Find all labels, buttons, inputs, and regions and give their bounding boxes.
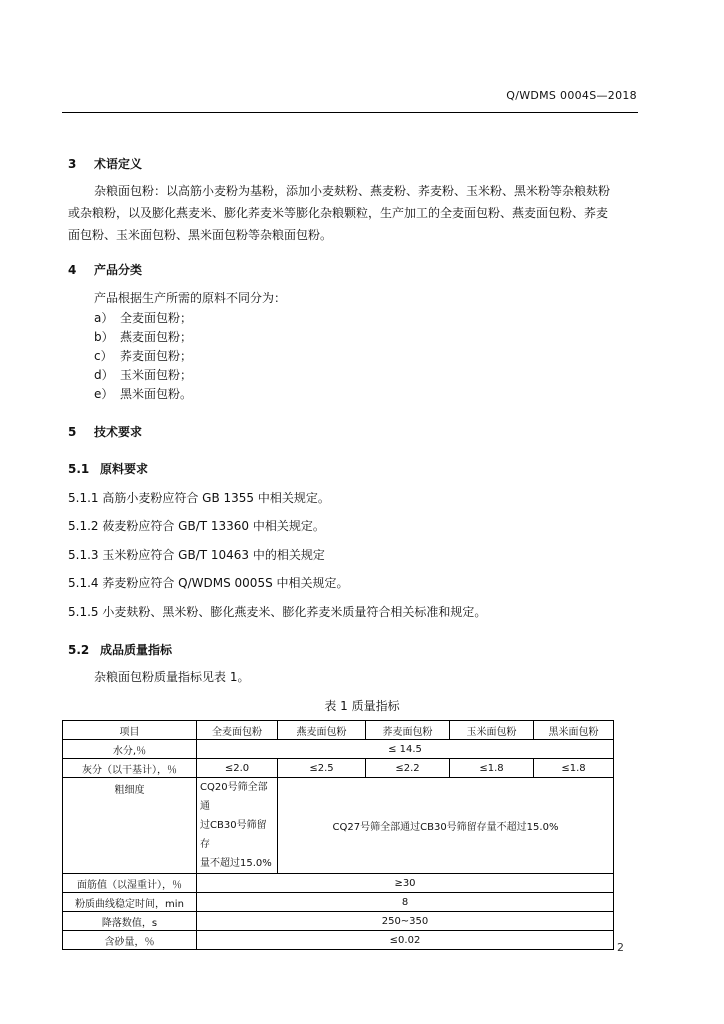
table-cell: CQ27号筛全部通过CB30号筛留存量不超过15.0% — [278, 778, 614, 874]
definition-line-3: 面包粉、玉米面包粉、黑米面包粉等杂粮面包粉。 — [68, 228, 333, 242]
table-cell: ≥30 — [197, 874, 614, 893]
list-item — [94, 309, 192, 326]
list-text: 玉米面包粉； — [120, 368, 193, 382]
cell-line: 过CB30号筛留存 — [200, 820, 267, 850]
clause-5-1-2: 5.1.2 莜麦粉应符合 GB/T 13360 中相关规定。 — [68, 519, 325, 533]
table-row — [63, 931, 614, 950]
table-row — [63, 874, 614, 893]
table-cell — [197, 778, 278, 874]
section-5-2-heading — [68, 641, 172, 658]
list-marker: d） — [94, 368, 114, 382]
list-item — [94, 366, 192, 383]
definition-line-2: 或杂粮粉，以及膨化燕麦米、膨化荞麦米等膨化杂粮颗粒，生产加工的全麦面包粉、燕麦面包粉、荞麦 — [68, 206, 609, 220]
list-text: 全麦面包粉； — [120, 311, 193, 325]
definition-line-1: 杂粮面包粉：以高筋小麦粉为基粉，添加小麦麸粉、燕麦粉、荞麦粉、玉米粉、黑米粉等杂粮麸粉 — [94, 184, 611, 198]
section-4-heading — [68, 261, 142, 278]
section-number: 5.1 — [68, 462, 90, 476]
row-label: 降落数值，s — [63, 912, 197, 931]
table-row — [63, 778, 614, 874]
clause-5-1-4: 5.1.4 荞麦粉应符合 Q/WDMS 0005S 中相关规定。 — [68, 576, 349, 590]
table-row — [63, 740, 614, 759]
table-header: 黑米面包粉 — [534, 721, 614, 740]
table-header: 玉米面包粉 — [450, 721, 534, 740]
row-label: 含砂量，％ — [63, 931, 197, 950]
list-marker: e） — [94, 387, 114, 401]
table-row — [63, 759, 614, 778]
cell-line: 量不超过15.0% — [200, 858, 272, 869]
row-label: 灰分（以干基计），％ — [63, 759, 197, 778]
list-marker: c） — [94, 349, 113, 363]
section-5-heading — [68, 423, 142, 440]
section-title: 术语定义 — [94, 157, 143, 171]
classification-intro: 产品根据生产所需的原料不同分为： — [94, 291, 287, 305]
table-header: 燕麦面包粉 — [278, 721, 366, 740]
section-title: 成品质量指标 — [100, 643, 173, 657]
table-reference: 杂粮面包粉质量指标见表 1。 — [94, 670, 250, 684]
table-cell: ≤0.02 — [197, 931, 614, 950]
cell-line: CQ20号筛全部通 — [200, 782, 268, 812]
table-cell: ≤2.0 — [197, 759, 278, 778]
header-rule — [62, 112, 638, 113]
table-header: 项目 — [63, 721, 197, 740]
list-text: 燕麦面包粉； — [120, 330, 193, 344]
page-number: 2 — [617, 941, 624, 954]
section-number: 3 — [68, 157, 77, 171]
clause-5-1-5: 5.1.5 小麦麸粉、黑米粉、膨化燕麦米、膨化荞麦米质量符合相关标准和规定。 — [68, 605, 487, 619]
list-text: 荞麦面包粉； — [120, 349, 193, 363]
table-cell: ≤1.8 — [450, 759, 534, 778]
table-header-row — [63, 721, 614, 740]
list-marker: b） — [94, 330, 114, 344]
section-5-1-heading — [68, 460, 148, 477]
list-marker: a） — [94, 311, 114, 325]
clause-5-1-1: 5.1.1 高筋小麦粉应符合 GB 1355 中相关规定。 — [68, 491, 330, 505]
section-number: 5 — [68, 425, 77, 439]
table-cell: ≤1.8 — [534, 759, 614, 778]
table-row — [63, 893, 614, 912]
list-text: 黑米面包粉。 — [120, 387, 193, 401]
section-number: 4 — [68, 263, 77, 277]
table-cell: ≤ 14.5 — [197, 740, 614, 759]
table-header: 全麦面包粉 — [197, 721, 278, 740]
list-item — [94, 328, 192, 345]
row-label: 面筋值（以湿重计），％ — [63, 874, 197, 893]
row-label: 水分,％ — [63, 740, 197, 759]
section-number: 5.2 — [68, 643, 90, 657]
section-title: 技术要求 — [94, 425, 143, 439]
list-item — [94, 347, 192, 364]
table-caption: 表 1 质量指标 — [324, 699, 400, 713]
quality-table — [62, 720, 614, 950]
section-title: 产品分类 — [94, 263, 143, 277]
clause-5-1-3: 5.1.3 玉米粉应符合 GB/T 10463 中的相关规定 — [68, 548, 325, 562]
document-code: Q/WDMS 0004S—2018 — [506, 89, 637, 102]
section-title: 原料要求 — [100, 462, 149, 476]
table-row — [63, 912, 614, 931]
row-label: 粉质曲线稳定时间，min — [63, 893, 197, 912]
table-header: 荞麦面包粉 — [366, 721, 450, 740]
row-label: 粗细度 — [63, 778, 197, 874]
table-cell: 250~350 — [197, 912, 614, 931]
table-cell: ≤2.5 — [278, 759, 366, 778]
section-3-heading — [68, 155, 142, 172]
list-item — [94, 385, 192, 402]
table-cell: 8 — [197, 893, 614, 912]
table-cell: ≤2.2 — [366, 759, 450, 778]
